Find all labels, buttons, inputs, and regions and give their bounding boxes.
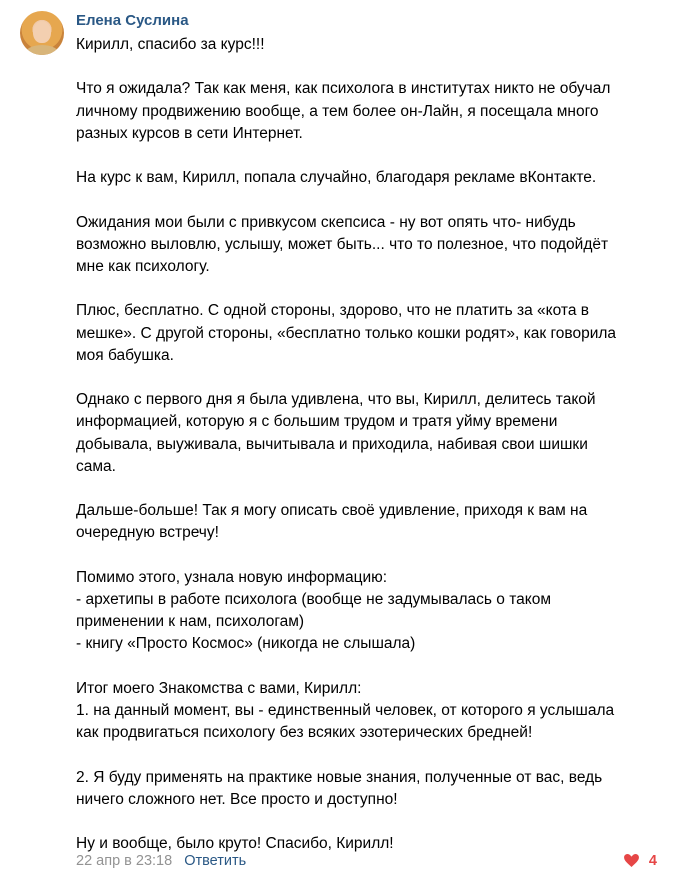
- comment-date[interactable]: 22 апр в 23:18: [76, 853, 173, 869]
- comment-line: мне как психологу.: [76, 257, 210, 275]
- comment-line: Кирилл, спасибо за курс!!!: [76, 36, 265, 53]
- author-name[interactable]: Елена Суслина: [76, 12, 189, 29]
- comment-line: Дальше-больше! Так я могу описать своё удивление, приходя к вам на: [76, 502, 588, 520]
- comment-line: информацией, которую я с большим трудом и тратя уйму времени: [76, 413, 558, 431]
- comment-line: 1. на данный момент, вы - единственный человек, от которого я услышала: [76, 701, 615, 719]
- comment-paragraph: [76, 567, 676, 656]
- comment-line: мешке». С другой стороны, «бесплатно только кошки родят», как говорила: [76, 324, 617, 342]
- comment-paragraph: [76, 212, 676, 279]
- comment-line: возможно выловлю, услышу, может быть... что то полезное, что подойдёт: [76, 235, 609, 253]
- comment-line: - книгу «Просто Космос» (никогда не слышала): [76, 635, 416, 653]
- comment-line: - архетипы в работе психолога (вообще не задумывалась о таком: [76, 590, 551, 608]
- comment-paragraph: [76, 767, 676, 811]
- comment-line: очередную встречу!: [76, 524, 219, 542]
- comment-line: как продвигаться психологу без всяких эзотерических бредней!: [76, 724, 533, 742]
- comment-line: Ожидания мои были с привкусом скепсиса - ну вот опять что- нибудь: [76, 213, 576, 231]
- author-avatar[interactable]: [20, 11, 64, 55]
- comment-line: сама.: [76, 457, 116, 475]
- comment-line: Итог моего Знакомства с вами, Кирилл:: [76, 679, 362, 697]
- comment-line: ничего сложного нет. Все просто и доступно!: [76, 790, 398, 808]
- comment-line: добывала, выуживала, вычитывала и приходила, набивая свои шишки: [76, 435, 588, 453]
- comment-line: личному продвижению вообще, а тем более он-Лайн, я посещала много: [76, 102, 599, 120]
- comment-footer: [76, 851, 246, 871]
- heart-icon: [624, 853, 639, 873]
- comment-line: Ну и вообще, было круто! Спасибо, Кирилл!: [76, 835, 394, 853]
- comment-paragraph: [76, 500, 676, 544]
- avatar-shoulders: [24, 45, 60, 55]
- comment-line: разных курсов в сети Интернет.: [76, 124, 303, 142]
- comment-paragraph: [76, 167, 676, 189]
- likes-count: 4: [648, 853, 657, 869]
- comment-line: применении к нам, психологам): [76, 613, 305, 631]
- comment-paragraph: [76, 389, 676, 478]
- comment-line: 2. Я буду применять на практике новые знания, полученные от вас, ведь: [76, 768, 603, 786]
- comment-line: Однако с первого дня я была удивлена, что вы, Кирилл, делитесь такой: [76, 391, 596, 409]
- comment-line: Что я ожидала? Так как меня, как психолога в институтах никто не обучал: [76, 80, 611, 98]
- comment-paragraph: [76, 34, 676, 56]
- comment-paragraph: [76, 678, 676, 745]
- comment-line: На курс к вам, Кирилл, попала случайно, благодаря рекламе вКонтакте.: [76, 169, 597, 187]
- comment-text: [76, 34, 676, 855]
- comment-paragraph: [76, 78, 676, 145]
- comment-paragraph: [76, 300, 676, 367]
- comment-line: Плюс, бесплатно. С одной стороны, здорово, что не платить за «кота в: [76, 302, 589, 320]
- reply-button[interactable]: Ответить: [184, 853, 247, 869]
- like-button[interactable]: [624, 851, 657, 873]
- avatar-face: [33, 21, 51, 43]
- comment-line: Помимо этого, узнала новую информацию:: [76, 568, 388, 586]
- comment-line: моя бабушка.: [76, 346, 174, 364]
